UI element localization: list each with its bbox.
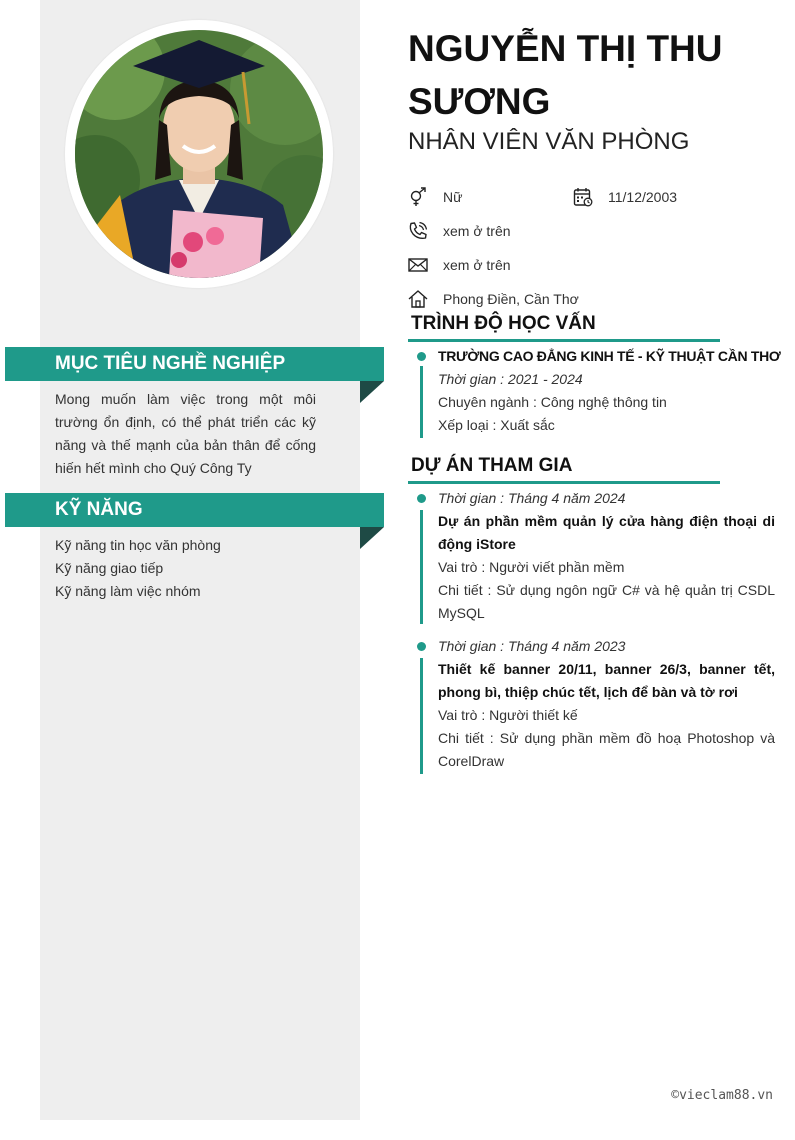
gender-value: Nữ	[443, 189, 463, 205]
birthdate-value: 11/12/2003	[608, 189, 678, 205]
watermark: ©vieclam88.vn	[671, 1088, 773, 1103]
education-school: TRƯỜNG CAO ĐẲNG KINH TẾ - KỸ THUẬT CẦN THƠ	[438, 348, 781, 364]
project-timeline-line	[420, 658, 423, 774]
objective-heading: MỤC TIÊU NGHỀ NGHIỆP	[5, 347, 384, 381]
graduation-portrait-image	[75, 30, 323, 278]
email-value: xem ở trên	[443, 257, 511, 273]
skills-ribbon-fold	[360, 527, 384, 549]
phone-icon	[408, 221, 428, 241]
job-title: NHÂN VIÊN VĂN PHÒNG	[408, 128, 690, 155]
calendar-icon	[573, 187, 593, 207]
candidate-name: NGUYỄN THỊ THU SƯƠNG	[408, 28, 723, 122]
project-role: Vai trò : Người viết phần mềm	[438, 559, 625, 575]
project-entry	[438, 635, 775, 773]
gender-icon	[408, 187, 428, 207]
project-timeline-dot	[417, 494, 426, 503]
project-name: Dự án phần mềm quản lý cửa hàng điện thoại di động iStore	[438, 513, 775, 552]
home-icon	[408, 289, 428, 309]
project-name: Thiết kế banner 20/11, banner 26/3, banner tết, phong bì, thiệp chúc tết, lịch để bàn và tờ rơi	[438, 661, 775, 700]
email-icon	[408, 255, 428, 275]
skills-list	[55, 534, 316, 603]
project-timeline-line	[420, 510, 423, 624]
project-time: Thời gian : Tháng 4 năm 2024	[438, 490, 626, 506]
profile-photo-frame	[65, 20, 333, 288]
project-timeline-dot	[417, 642, 426, 651]
phone-value: xem ở trên	[443, 223, 511, 239]
education-major: Chuyên ngành : Công nghệ thông tin	[438, 394, 667, 410]
project-detail: Chi tiết : Sử dụng ngôn ngữ C# và hệ quản trị CSDL MySQL	[438, 582, 775, 621]
skill-item: Kỹ năng làm việc nhóm	[55, 583, 201, 599]
project-entry	[438, 487, 775, 625]
skill-item: Kỹ năng giao tiếp	[55, 560, 164, 576]
skills-heading: KỸ NĂNG	[5, 493, 384, 527]
project-time: Thời gian : Tháng 4 năm 2023	[438, 638, 626, 654]
education-heading-rule	[408, 339, 720, 342]
profile-photo	[75, 30, 323, 278]
projects-heading: DỰ ÁN THAM GIA	[411, 455, 573, 476]
objective-text: Mong muốn làm việc trong một môi trường ổn định, có thể phát triển các kỹ năng và thế mạnh của bản thân để cống hiến hết mình cho Quý Công Ty	[55, 391, 316, 476]
education-rank: Xếp loại : Xuất sắc	[438, 417, 555, 433]
education-entry	[438, 345, 781, 437]
education-timeline-dot	[417, 352, 426, 361]
address-value: Phong Điền, Cần Thơ	[443, 291, 579, 307]
skill-item: Kỹ năng tin học văn phòng	[55, 537, 221, 553]
education-heading: TRÌNH ĐỘ HỌC VẤN	[411, 313, 596, 334]
education-time: Thời gian : 2021 - 2024	[438, 371, 583, 387]
project-detail: Chi tiết : Sử dụng phần mềm đồ hoạ Photoshop và CorelDraw	[438, 730, 775, 769]
project-role: Vai trò : Người thiết kế	[438, 707, 578, 723]
projects-heading-rule	[408, 481, 720, 484]
education-timeline-line	[420, 366, 423, 438]
objective-ribbon-fold	[360, 381, 384, 403]
